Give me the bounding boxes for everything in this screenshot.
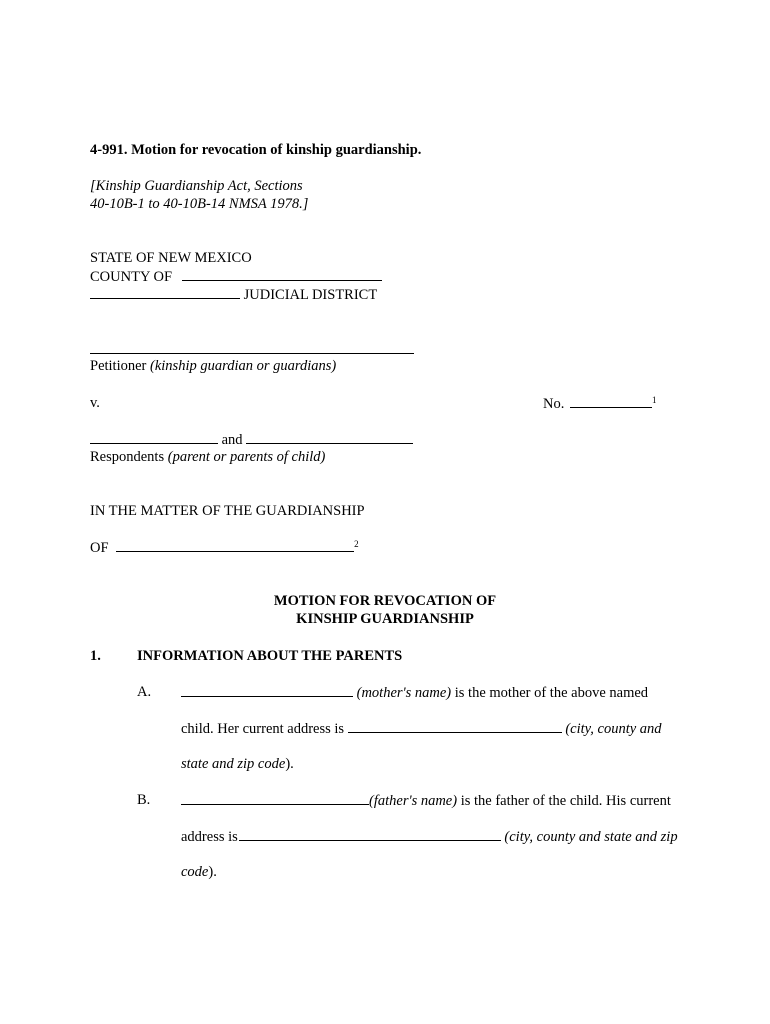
petitioner-caption (90, 357, 336, 375)
case-number-blank[interactable] (570, 394, 652, 408)
item-b-line-1 (181, 791, 671, 810)
father-address-desc: (city, county and state and zip (504, 829, 678, 845)
footnote-2: 2 (354, 539, 359, 549)
section-1-heading: INFORMATION ABOUT THE PARENTS (137, 648, 403, 664)
petitioner-label: Petitioner (90, 358, 147, 374)
versus: v. (90, 395, 100, 411)
mother-address-desc-cont: state and zip code (181, 756, 286, 772)
father-address-blank[interactable] (239, 827, 501, 841)
respondent-1-blank[interactable] (90, 430, 218, 444)
and-word: and (221, 432, 243, 448)
motion-heading-line-1: MOTION FOR REVOCATION OF (273, 593, 497, 609)
case-number-line (543, 394, 656, 413)
mother-address-desc: (city, county and (565, 721, 662, 737)
of-line (90, 538, 359, 557)
footnote-1: 1 (651, 395, 657, 405)
father-name-desc: (father's name) (369, 793, 458, 809)
item-a-text-2: child. Her current address is (181, 721, 345, 737)
of-label: OF (90, 540, 109, 556)
item-a-line-2 (181, 719, 662, 738)
item-a-text-1: is the mother of the above named (454, 685, 649, 701)
county-label: COUNTY OF (90, 269, 173, 285)
section-1-number: 1. (90, 648, 101, 664)
item-a-line-1 (181, 683, 680, 702)
father-address-desc-cont: code (181, 864, 209, 880)
citation-line-1: [Kinship Guardianship Act, Sections (90, 178, 303, 194)
respondents-desc: (parent or parents of child) (167, 449, 326, 465)
respondent-2-blank[interactable] (246, 430, 413, 444)
form-title: 4-991. Motion for revocation of kinship guardianship. (90, 142, 422, 158)
father-name-blank[interactable] (181, 791, 369, 805)
respondents-line (90, 430, 413, 449)
mother-name-blank[interactable] (181, 683, 353, 697)
petitioner-blank[interactable] (90, 340, 414, 354)
respondents-label: Respondents (90, 449, 165, 465)
county-blank[interactable] (182, 267, 382, 281)
district-label: JUDICIAL DISTRICT (243, 287, 378, 303)
county-line (90, 267, 382, 286)
state-line: STATE OF NEW MEXICO (90, 250, 252, 266)
case-number-label: No. (543, 396, 565, 412)
matter-line: IN THE MATTER OF THE GUARDIANSHIP (90, 503, 365, 519)
respondents-caption (90, 448, 325, 466)
motion-heading-line-2: KINSHIP GUARDIANSHIP (296, 611, 474, 627)
item-b-letter: B. (137, 792, 151, 808)
district-blank[interactable] (90, 285, 240, 299)
item-a-line-3: state and zip code). (181, 756, 294, 772)
item-b-line-3: code). (181, 864, 217, 880)
district-line (90, 285, 377, 304)
mother-address-blank[interactable] (348, 719, 562, 733)
citation-line-2: 40-10B-1 to 40-10B-14 NMSA 1978.] (90, 196, 309, 212)
mother-name-desc: (mother's name) (356, 685, 452, 701)
child-name-blank[interactable] (116, 538, 354, 552)
item-b-line-2 (181, 827, 678, 846)
item-b-text-2: address is (181, 829, 238, 845)
item-b-text-1: is the father of the child. His current (460, 793, 671, 809)
petitioner-desc: (kinship guardian or guardians) (150, 358, 337, 374)
item-a-letter: A. (137, 684, 152, 700)
